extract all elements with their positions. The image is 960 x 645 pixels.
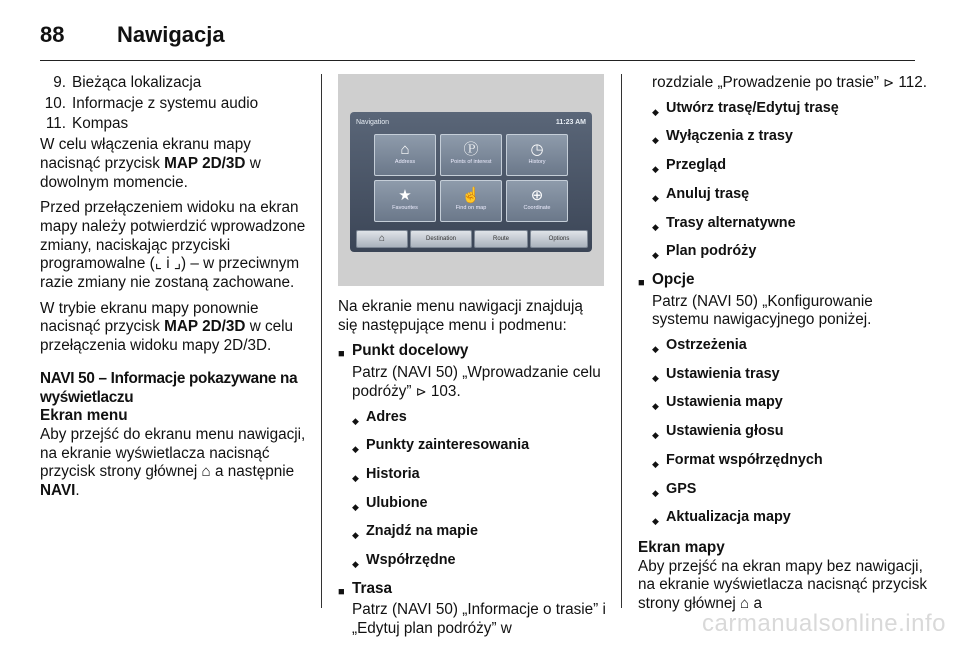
- poi-icon: Ⓟ: [463, 141, 479, 158]
- paragraph: Aby przejść na ekran mapy bez nawigacji, na ekranie wyświetlacza nacisnąć przycisk strony głównej ⌂ a: [638, 557, 928, 613]
- tile-poi: Ⓟ Points of interest: [440, 134, 502, 176]
- screen-title: Navigation: [356, 119, 390, 126]
- history-icon: ◷: [530, 141, 544, 158]
- tile-favourites: ★ Favourites: [374, 180, 436, 222]
- home-icon: ⌂: [400, 141, 410, 158]
- submenu-entry: ◆ GPS: [652, 480, 697, 498]
- menu-entry: ■ Opcje: [638, 270, 695, 289]
- column-1: [40, 74, 312, 508]
- tile-address: ⌂ Address: [374, 134, 436, 176]
- submenu-entry: ◆ Przegląd: [652, 157, 726, 175]
- destination-soft-button: Destination: [410, 230, 472, 248]
- display-screen: [350, 112, 592, 252]
- submenu-entry: ◆ Znajdź na mapie: [352, 523, 478, 541]
- route-soft-button: Route: [474, 230, 528, 248]
- submenu-entry: ◆ Ustawienia mapy: [652, 394, 783, 412]
- paragraph: Patrz (NAVI 50) „Wprowadzanie celu podróży” ⊳ 103.: [352, 364, 601, 400]
- home-icon: ⌂: [201, 463, 211, 481]
- submenu-entry: ◆ Format współrzędnych: [652, 451, 823, 469]
- paragraph: Patrz (NAVI 50) „Konfigurowanie systemu nawigacyjnego poniżej.: [652, 292, 873, 329]
- submenu-entry: ◆ Współrzędne: [352, 552, 456, 570]
- submenu-entry: ◆ Utwórz trasę/Edytuj trasę: [652, 99, 839, 117]
- page-ref-icon: ⊳: [883, 75, 895, 90]
- globe-icon: ⊕: [530, 187, 544, 204]
- paragraph: W celu włączenia ekranu mapy nacisnąć przycisk MAP 2D/3D w dowolnym momencie.: [40, 136, 261, 191]
- column-divider-1: [321, 74, 322, 608]
- submenu-entry: ◆ Wyłączenia z trasy: [652, 128, 793, 146]
- column-2: [338, 74, 606, 645]
- home-soft-button: [356, 230, 408, 248]
- submenu-entry: ◆ Anuluj trasę: [652, 185, 750, 203]
- paragraph: W trybie ekranu mapy ponownie nacisnąć przycisk MAP 2D/3D w celu przełączenia widoku mapy 2D/3D.: [40, 299, 294, 355]
- page-ref-icon: ⊳: [415, 383, 427, 399]
- submenu-entry: ◆ Historia: [352, 465, 420, 483]
- home-icon: ⌂: [378, 233, 386, 244]
- paragraph: rozdziale „Prowadzenie po trasie” ⊳ 112.: [652, 74, 928, 91]
- submenu-entry: ◆ Ulubione: [352, 494, 428, 512]
- column-3: [638, 74, 928, 621]
- menu-entry: ■ Punkt docelowy: [338, 342, 469, 361]
- numbered-item: 10. Informacje z systemu audio: [44, 94, 259, 112]
- submenu-entry: ◆ Adres: [352, 408, 407, 426]
- page-header: [0, 0, 960, 62]
- column-divider-2: [621, 74, 622, 608]
- tile-coordinate: ⊕ Coordinate: [506, 180, 568, 222]
- star-icon: ★: [398, 187, 412, 204]
- paragraph: Na ekranie menu nawigacji znajdują się następujące menu i podmenu:: [338, 298, 583, 334]
- navigation-screen-figure: [338, 74, 604, 286]
- header-rule: [40, 60, 915, 61]
- options-soft-button: Options: [530, 230, 588, 248]
- submenu-entry: ◆ Punkty zainteresowania: [352, 437, 530, 455]
- submenu-entry: ◆ Aktualizacja mapy: [652, 509, 791, 527]
- paragraph: Patrz (NAVI 50) „Informacje o trasie” i „Edytuj plan podróży” w: [352, 601, 606, 638]
- subheading: Ekran menu: [40, 407, 128, 425]
- section-heading: NAVI 50 – Informacje pokazywane na wyświetlaczu: [40, 369, 298, 406]
- subheading: Ekran mapy: [638, 538, 725, 556]
- tile-history: ◷ History: [506, 134, 568, 176]
- menu-entry: ■ Trasa: [338, 579, 392, 598]
- paragraph: Przed przełączeniem widoku na ekran mapy należy potwierdzić wprowadzone zmiany, naciskając przyciski programowalne (⌞ i ⌟) – w przeciwnym razie zmiany nie zostaną zachowane.: [40, 199, 306, 292]
- watermark: carmanualsonline.info: [702, 610, 946, 637]
- page-number: 88: [40, 22, 65, 47]
- numbered-item: 11. Kompas: [45, 115, 129, 133]
- clock: 11:23 AM: [555, 119, 586, 126]
- screen-top-bar: [350, 112, 592, 126]
- page-title: Nawigacja: [117, 22, 225, 47]
- numbered-item: 9. Bieżąca lokalizacja: [53, 74, 202, 91]
- submenu-entry: ◆ Ostrzeżenia: [652, 337, 747, 355]
- submenu-entry: ◆ Trasy alternatywne: [652, 214, 796, 232]
- tile-find-on-map: ☝ Find on map: [440, 180, 502, 222]
- paragraph: Aby przejść do ekranu menu nawigacji, na ekranie wyświetlacza nacisnąć przycisk strony głównej ⌂ a następnie NAVI.: [40, 425, 306, 500]
- hand-icon: ☝: [461, 187, 481, 204]
- submenu-entry: ◆ Plan podróży: [652, 243, 757, 261]
- home-icon: ⌂: [740, 595, 750, 613]
- submenu-entry: ◆ Ustawienia głosu: [652, 423, 784, 441]
- submenu-entry: ◆ Ustawienia trasy: [652, 365, 780, 383]
